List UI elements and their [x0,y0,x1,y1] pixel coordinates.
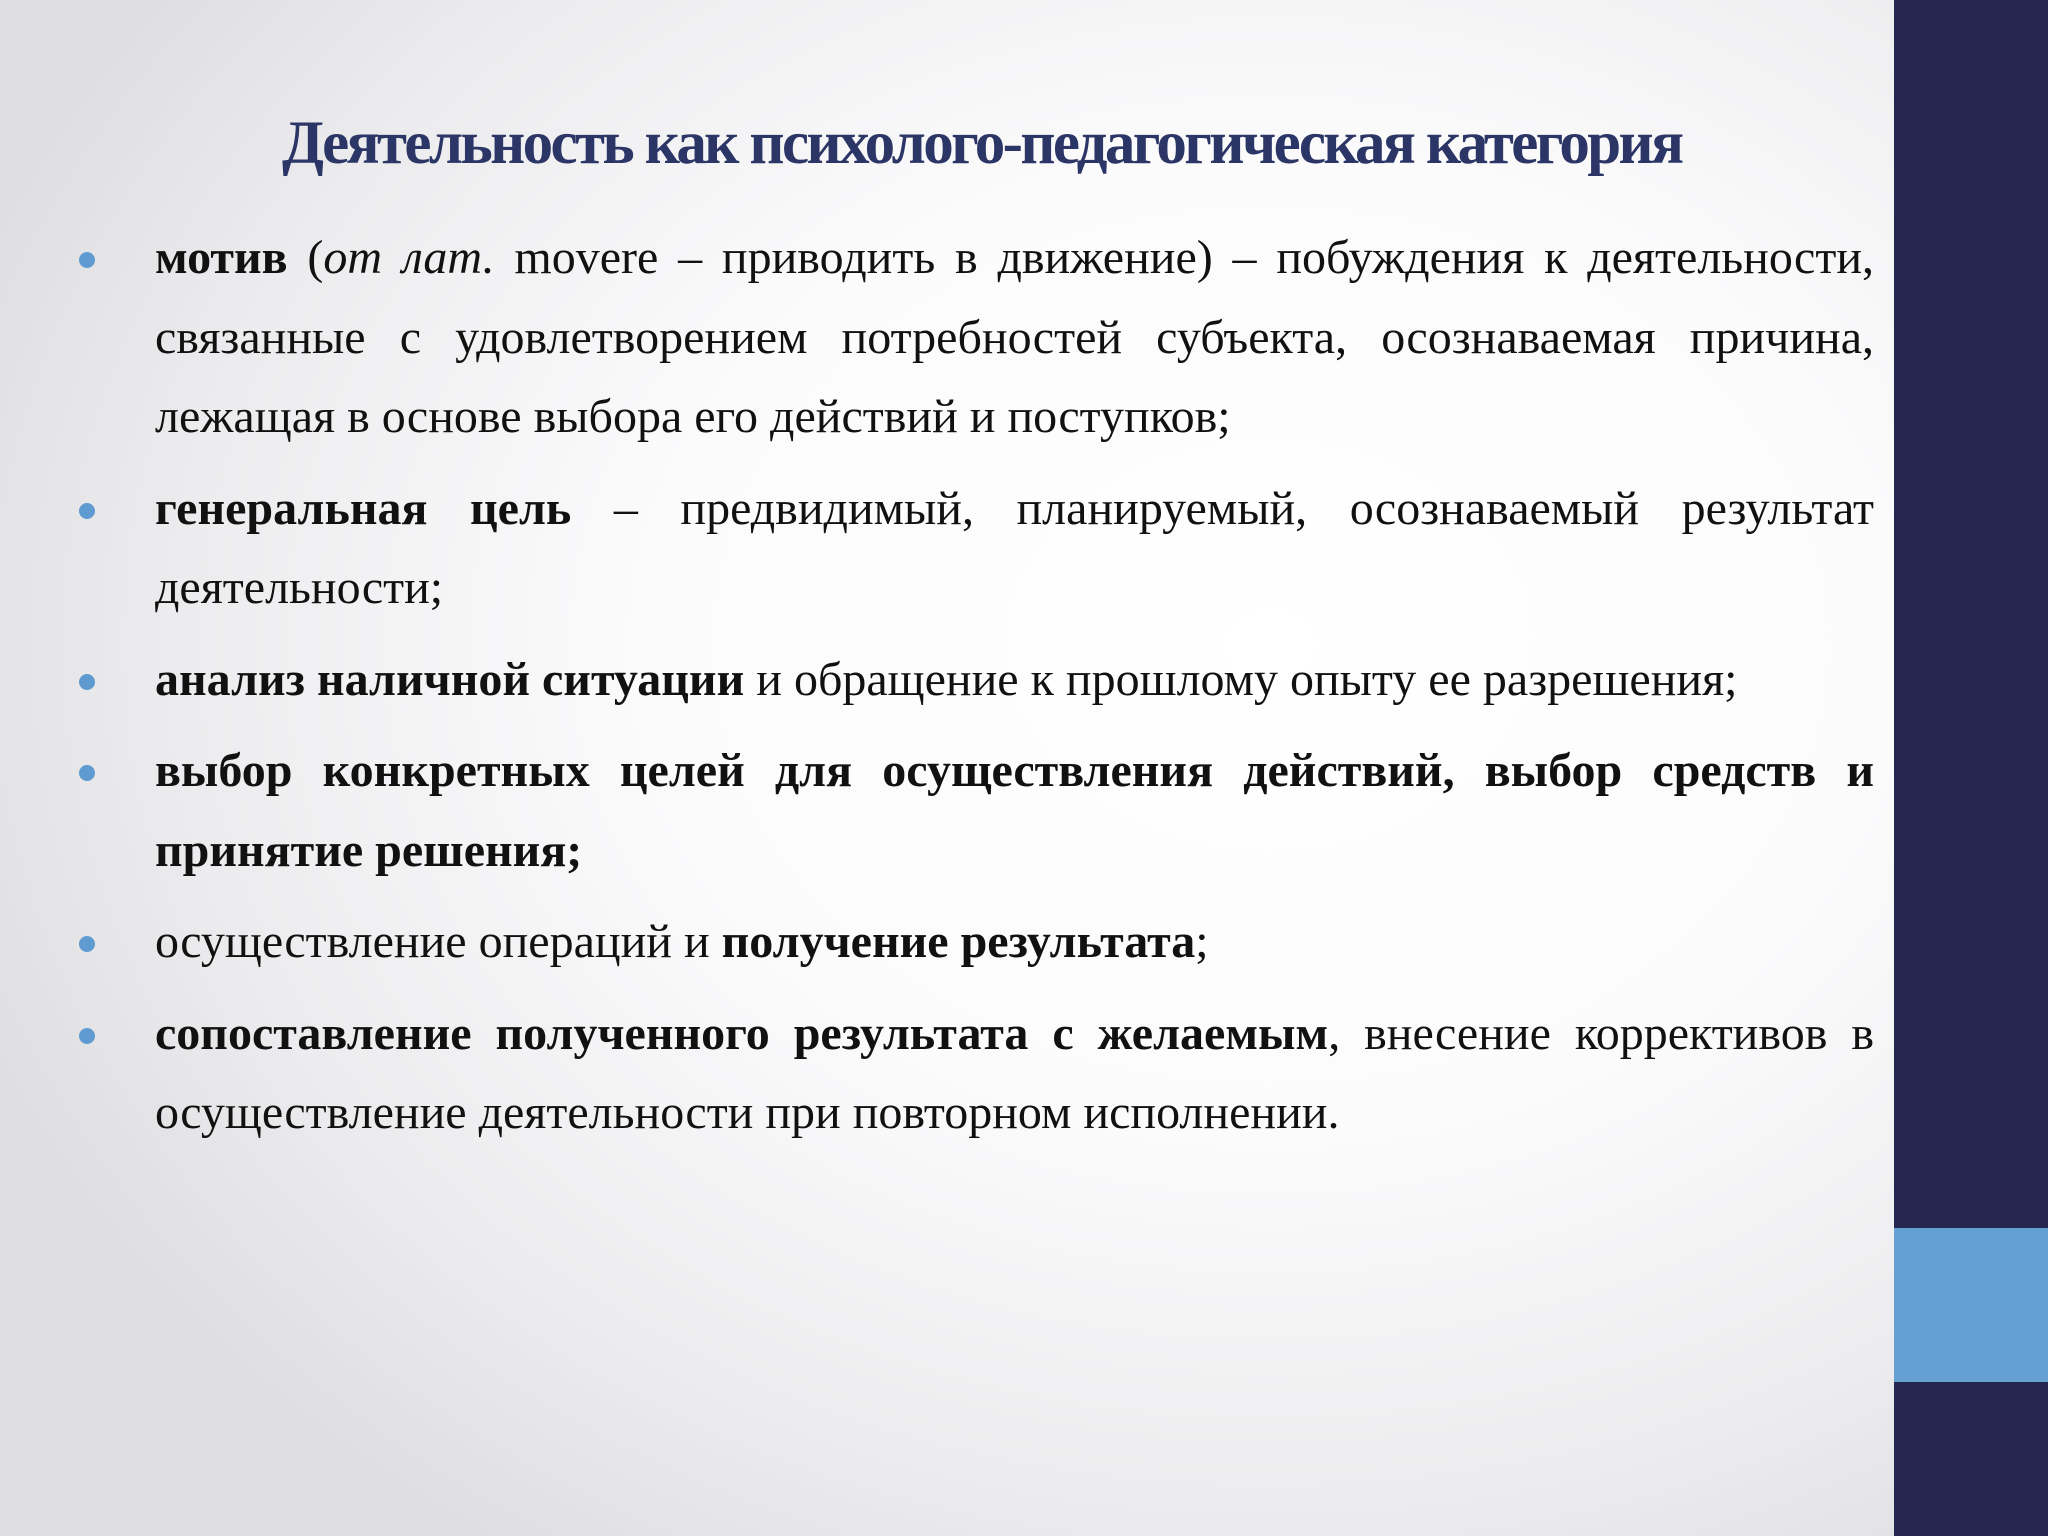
right-sidebar-accent [1894,1228,2048,1382]
text-comparison-rest: , внесение коррективов в осуществление деятельности при повторном исполнении. [155,1006,1874,1139]
text-situation-analysis-rest: и обращение к прошлому опыту ее разрешения; [744,652,1738,706]
term-comparison: сопоставление полученного результата с желаемым [155,1006,1329,1060]
bullet-dot-icon [79,765,95,781]
text-operations-lead: осуществление операций и [155,915,722,968]
bullet-dot-icon [79,674,95,690]
text-latin-origin: от лат. [323,231,495,284]
bullet-dot-icon [79,503,95,519]
term-situation-analysis: анализ наличной ситуации [155,652,745,706]
bullet-situation-analysis [155,640,1874,720]
term-goal-selection: выбор конкретных целей для осуществления действий, выбор средств и принятие решения; [155,744,1874,877]
bullet-operations [155,902,1874,982]
term-general-goal: генеральная цель [155,481,572,535]
bullet-dot-icon [79,936,95,952]
slide-title: Деятельность как психолого-педагогическая категория [282,110,1682,177]
term-getting-result: получение результата [721,915,1196,968]
text-motive-definition: movere – приводить в движение) – побуждения к деятельности, связанные с удовлетворением потребностей субъекта, осознаваемая причина, лежащая в основе выбора его действий и поступков; [155,231,1875,443]
term-motive: мотив [155,231,288,284]
bullet-list [0,218,1894,1165]
text-operations-rest: ; [1195,915,1209,968]
bullet-dot-icon [79,252,95,268]
bullet-general-goal [155,469,1874,628]
bullet-motive [155,218,1874,457]
bullet-goal-selection [155,731,1874,890]
text-paren-open: ( [287,231,324,284]
bullet-dot-icon [79,1028,95,1044]
bullet-comparison [155,994,1874,1153]
text-general-goal-definition: – предвидимый, планируемый, осознаваемый результат деятельности; [155,481,1875,614]
